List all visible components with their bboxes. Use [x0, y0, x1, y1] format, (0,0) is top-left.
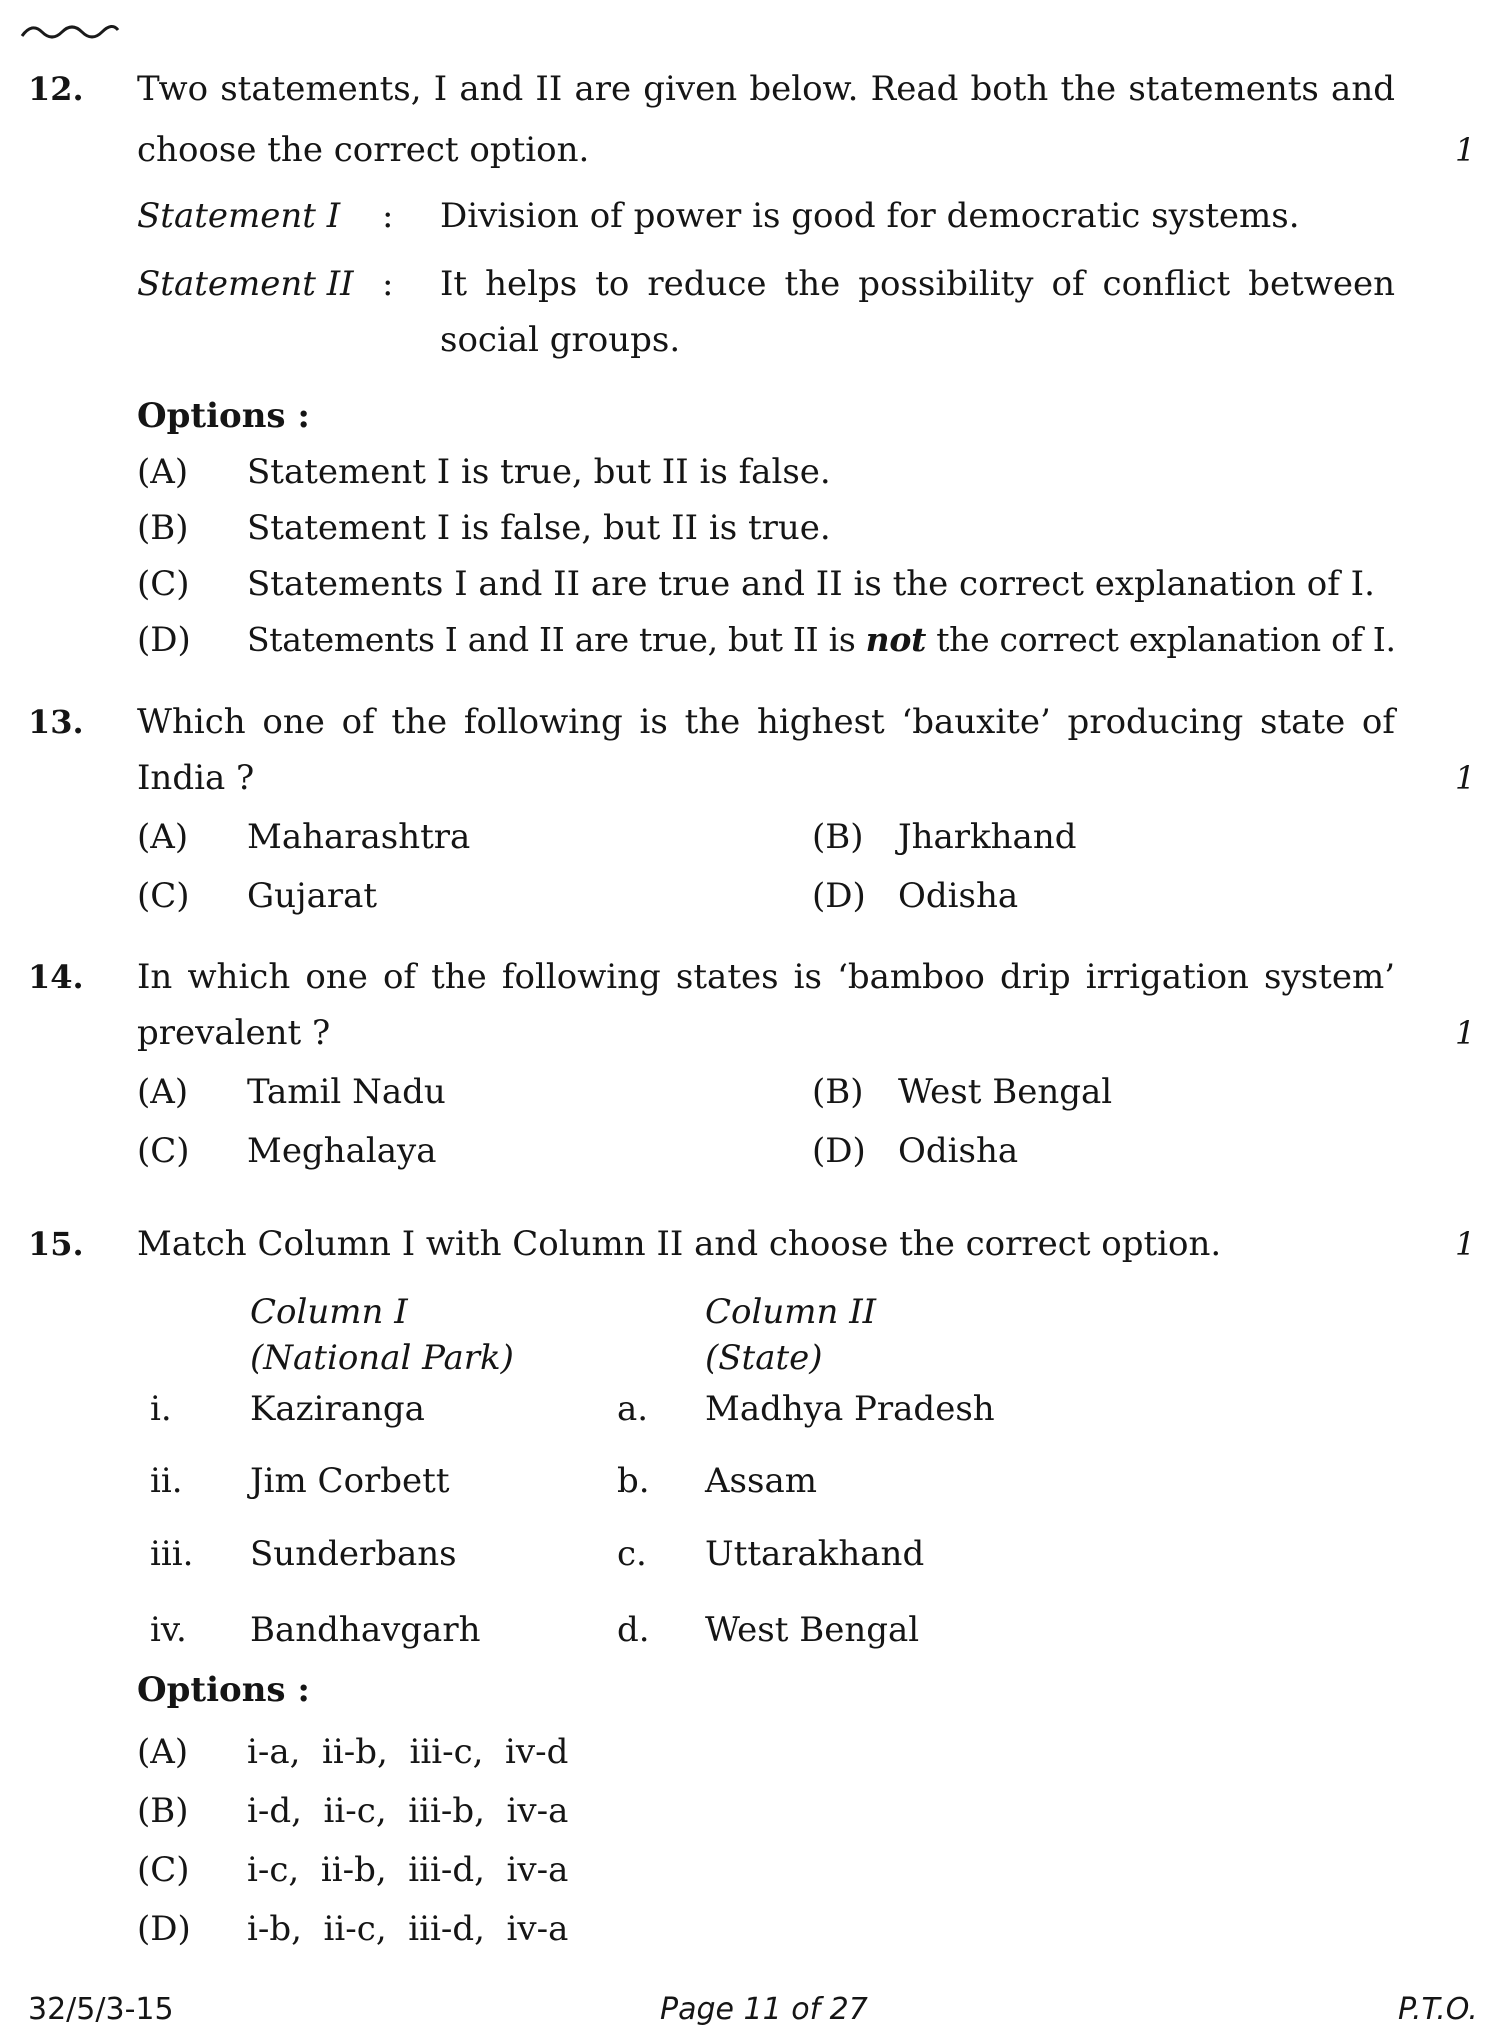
table-row-number: i. — [150, 1389, 172, 1429]
option-label: (D) — [812, 1131, 866, 1171]
marks-label: 1 — [1455, 131, 1476, 169]
page-number: Page 11 of 27 — [660, 1992, 868, 2027]
table-cell-park: Jim Corbett — [250, 1461, 450, 1501]
option-text: Statements I and II are true and II is the correct explanation of I. — [247, 564, 1375, 604]
question-text-line: Two statements, I and II are given below. Read both the statements and — [137, 69, 1395, 109]
table-cell-state: Madhya Pradesh — [705, 1389, 995, 1429]
statement-label: Statement I — [137, 196, 341, 236]
option-text: Gujarat — [247, 876, 378, 916]
question-text-line: prevalent ? — [137, 1013, 331, 1053]
table-row-letter: c. — [617, 1534, 647, 1574]
question-number: 14. — [28, 958, 84, 996]
option-text: i-a, ii-b, iii-c, iv-d — [247, 1732, 569, 1772]
question-text-line: India ? — [137, 758, 255, 798]
question-number: 12. — [28, 70, 84, 108]
option-label: (A) — [137, 1072, 189, 1112]
column-2-subheader: (State) — [705, 1338, 823, 1378]
option-label: (B) — [137, 508, 189, 548]
option-text: Statement I is true, but II is false. — [247, 452, 831, 492]
colon: : — [382, 264, 394, 304]
option-label: (A) — [137, 452, 189, 492]
option-text: i-c, ii-b, iii-d, iv-a — [247, 1850, 569, 1890]
column-1-subheader: (National Park) — [250, 1338, 514, 1378]
option-text: i-d, ii-c, iii-b, iv-a — [247, 1791, 569, 1831]
column-2-header: Column II — [705, 1292, 877, 1332]
table-cell-state: Assam — [705, 1461, 817, 1501]
option-label: (B) — [812, 817, 864, 857]
option-text: Statement I is false, but II is true. — [247, 508, 831, 548]
question-number: 13. — [28, 703, 84, 741]
marks-label: 1 — [1455, 1225, 1476, 1263]
option-label: (B) — [137, 1791, 189, 1831]
table-row-number: iv. — [150, 1610, 187, 1650]
table-cell-state: Uttarakhand — [705, 1534, 925, 1574]
option-label: (C) — [137, 876, 190, 916]
question-number: 15. — [28, 1225, 84, 1263]
option-label: (D) — [137, 620, 191, 660]
options-heading: Options : — [137, 1670, 310, 1710]
option-label: (C) — [137, 564, 190, 604]
question-text-line: In which one of the following states is ‘bamboo drip irrigation system’ — [137, 957, 1395, 997]
table-row-letter: d. — [617, 1610, 650, 1650]
colon: : — [382, 196, 394, 236]
option-text: West Bengal — [898, 1072, 1113, 1112]
option-label: (C) — [137, 1850, 190, 1890]
option-text: Tamil Nadu — [247, 1072, 446, 1112]
option-label: (D) — [812, 876, 866, 916]
table-cell-state: West Bengal — [705, 1610, 920, 1650]
question-text-line: choose the correct option. — [137, 130, 590, 170]
statement-label: Statement II — [137, 264, 354, 304]
statement-text: Division of power is good for democratic systems. — [440, 196, 1300, 236]
option-label: (B) — [812, 1072, 864, 1112]
wave-mark-icon — [20, 20, 120, 44]
question-text-line: Match Column I with Column II and choose the correct option. — [137, 1224, 1222, 1264]
question-text-line: Which one of the following is the highest ‘bauxite’ producing state of — [137, 702, 1395, 742]
statement-text: It helps to reduce the possibility of conflict between — [440, 264, 1395, 304]
option-label: (A) — [137, 817, 189, 857]
column-1-header: Column I — [250, 1292, 408, 1332]
option-text: Odisha — [898, 1131, 1019, 1171]
table-cell-park: Kaziranga — [250, 1389, 425, 1429]
table-cell-park: Bandhavgarh — [250, 1610, 481, 1650]
table-row-number: ii. — [150, 1461, 183, 1501]
marks-label: 1 — [1455, 1014, 1476, 1052]
option-text: Odisha — [898, 876, 1019, 916]
pto-label: P.T.O. — [1398, 1992, 1478, 2027]
option-text: i-b, ii-c, iii-d, iv-a — [247, 1909, 569, 1949]
option-text: Meghalaya — [247, 1131, 437, 1171]
option-text: Maharashtra — [247, 817, 471, 857]
emphasis-not: not — [865, 620, 927, 659]
marks-label: 1 — [1455, 759, 1476, 797]
table-row-number: iii. — [150, 1534, 194, 1574]
table-row-letter: b. — [617, 1461, 650, 1501]
option-text: Jharkhand — [898, 817, 1077, 857]
table-row-letter: a. — [617, 1389, 649, 1429]
option-label: (A) — [137, 1732, 189, 1772]
paper-code: 32/5/3-15 — [28, 1992, 174, 2027]
statement-text: social groups. — [440, 320, 681, 360]
option-label: (D) — [137, 1909, 191, 1949]
option-text — [247, 618, 1396, 662]
options-heading: Options : — [137, 396, 310, 436]
option-text-part: Statements I and II are true, but II is — [247, 620, 866, 659]
table-cell-park: Sunderbans — [250, 1534, 457, 1574]
option-text-part: the correct explanation of I. — [926, 620, 1396, 659]
option-label: (C) — [137, 1131, 190, 1171]
